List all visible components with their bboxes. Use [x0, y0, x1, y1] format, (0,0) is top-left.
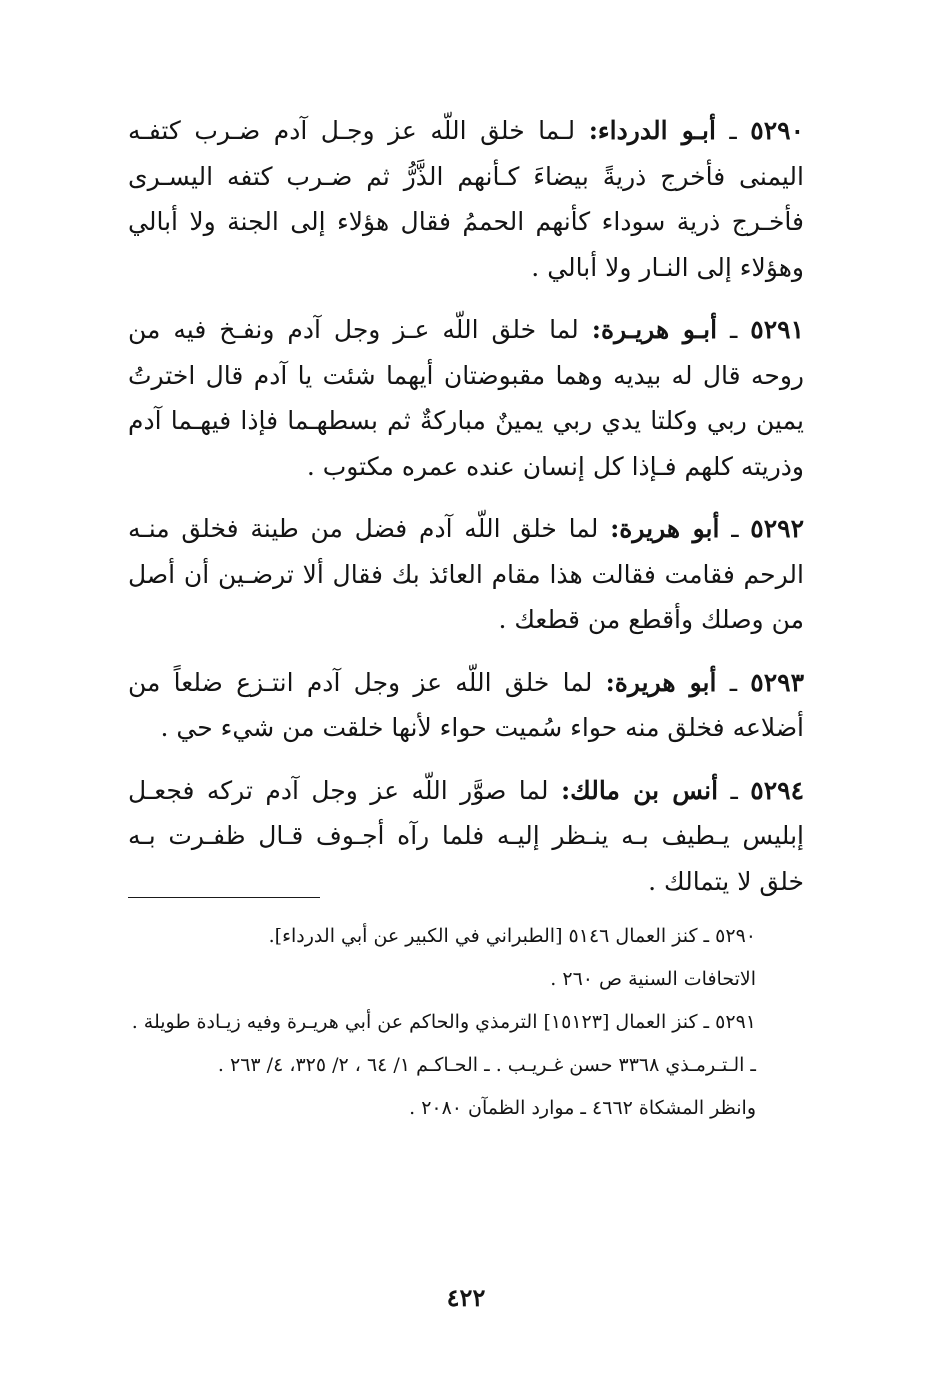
hadith-text: لـما خلق اللّه عز وجـل آدم ضـرب كتفـه اليمنى فأخرج ذريةً بيضاءَ كـأنهم الذَّرُّ ثم ضـرب كتفه اليسـرى فأخـرج ذرية سوداء كأنهم الحممُ فقال هؤلاء إلى الجنة ولا أبالي وهؤلاء إلى النـار ولا أبالي . [128, 116, 804, 282]
hadith-narrator: أبو هريرة: [605, 667, 717, 697]
hadith-narrator: أبـو هريـرة: [591, 315, 718, 344]
hadith-dash: ـ [715, 116, 751, 145]
hadith-number: ٥٢٩٠ [750, 116, 804, 145]
page-number: ٤٢٢ [446, 1283, 486, 1312]
hadith-number: ٥٢٩١ [750, 315, 805, 344]
footnote: ٥٢٩٠ ـ كنز العمال ٥١٤٦ [الطبراني في الكبير عن أبي الدرداء]. [268, 925, 756, 947]
hadith-dash: ـ [718, 775, 751, 805]
hadith-narrator: أنس بن مالك: [560, 775, 719, 805]
hadith-entry [128, 768, 804, 905]
hadith-entry [128, 108, 804, 290]
hadith-number: ٥٢٩٢ [750, 514, 804, 543]
main-text [128, 108, 804, 921]
hadith-text: لما خلق اللّه آدم فضل من طينة فخلق منـه الرحم فقامت فقالت هذا مقام العائذ بك فقال ألا ترضـين أن أصل من وصلك وأقطع من قطعك . [128, 514, 804, 634]
footnote: ٥٢٩١ ـ كنز العمال [١٥١٢٣] الترمذي والحاكم عن أبي هريـرة وفيه زيـادة طويلة . [131, 1011, 756, 1033]
hadith-narrator: أبـو الدرداء: [588, 116, 716, 145]
hadith-text: لما خلق اللّه عز وجل آدم انتـزع ضلعاً من أضلاعه فخلق منه حواء سُميت حواء لأنها خلقت من شيء حي . [128, 667, 804, 742]
hadith-narrator: أبو هريرة: [610, 514, 720, 543]
hadith-entry [128, 307, 804, 489]
footnote: ـ الـتـرمـذي ٣٣٦٨ حسن غـريـب . ـ الحـاكـم ١/ ٦٤ ، ٢/ ٣٢٥، ٤/ ٢٦٣ . [217, 1054, 756, 1076]
hadith-dash: ـ [719, 514, 751, 543]
hadith-entry [128, 506, 804, 643]
footnotes [128, 918, 756, 1133]
footnote-divider [128, 897, 320, 898]
hadith-text: لما صوَّر اللّه عز وجل آدم تركه فجعـل إبليس يـطيف بـه ينـظر إليـه فلما رآه أجـوف قـال ظفـرت بـه خلق لا يتمالك . [128, 775, 804, 896]
hadith-number: ٥٢٩٤ [750, 775, 804, 805]
hadith-dash: ـ [716, 667, 751, 697]
hadith-dash: ـ [717, 315, 751, 344]
footnote: الاتحافات السنية ص ٢٦٠ . [550, 968, 756, 990]
footnote: وانظر المشكاة ٤٦٦٢ ـ موارد الظمآن ٢٠٨٠ . [409, 1097, 756, 1119]
hadith-entry [128, 660, 804, 751]
hadith-number: ٥٢٩٣ [750, 667, 804, 697]
hadith-text: لما خلق اللّه عـز وجل آدم ونفـخ فيه من روحه قال له بيديه وهما مقبوضتان أيهما شئت يا آدم قال اخترتُ يمين ربي وكلتا يدي ربي يمينٌ مباركةٌ ثم بسطهـما فإذا فيهـما آدم وذريته كلهم فـإذا كل إنسان عنده عمره مكتوب . [128, 315, 804, 481]
